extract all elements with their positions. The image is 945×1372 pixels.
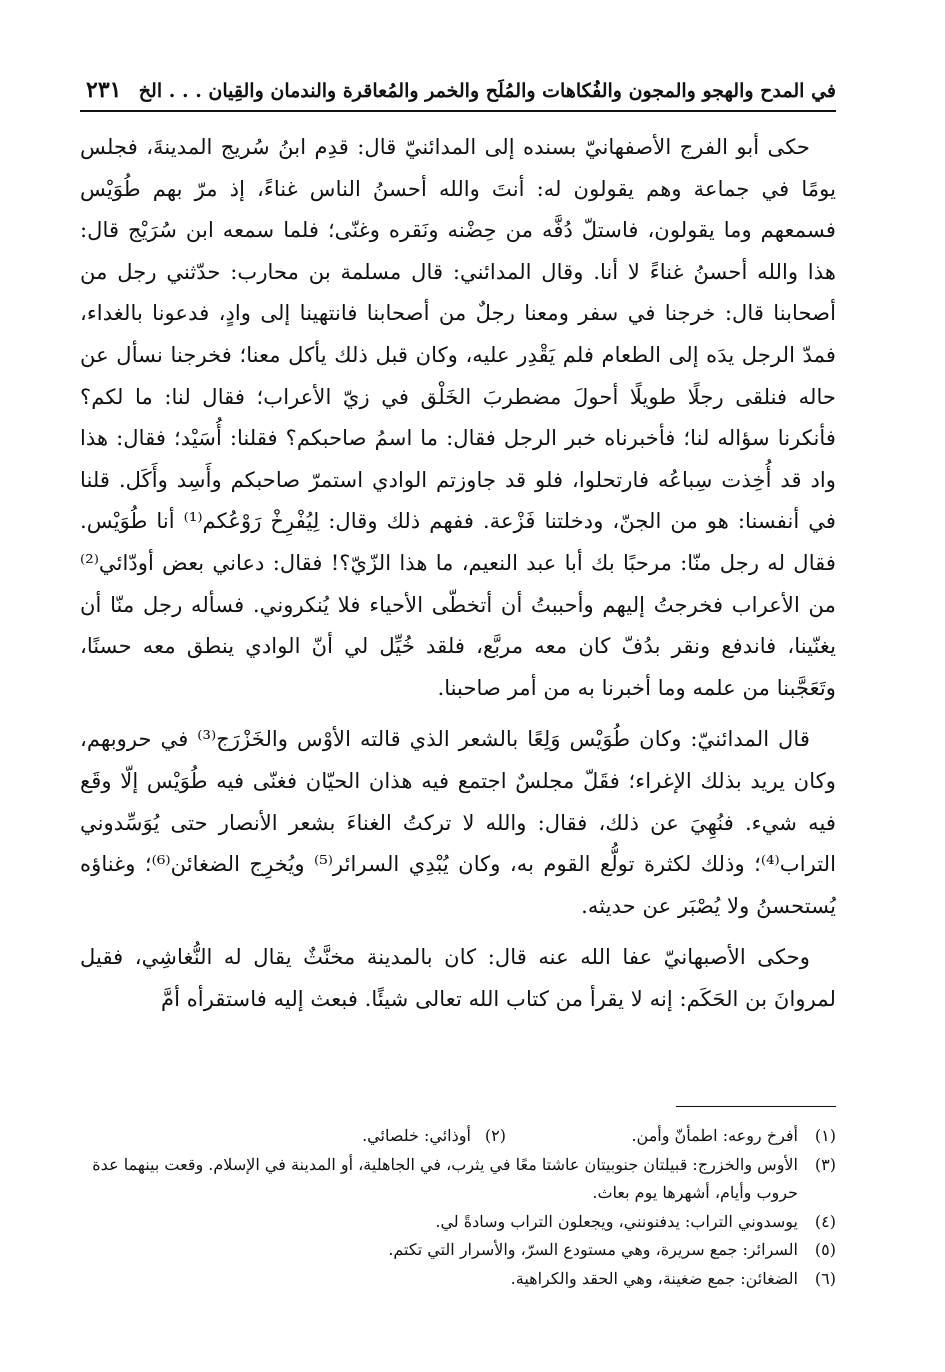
page [80, 70, 836, 1019]
footnote-number: (٢) [484, 1126, 506, 1145]
main-text [80, 126, 836, 1019]
footnote-5 [80, 1236, 836, 1265]
running-title: في المدح والهجو والمجون والفُكاهات والمُلَح والخمر والمُعاقرة والندمان والقِيان . . . الخ [138, 80, 836, 102]
footnote-number: (٦) [814, 1268, 836, 1288]
running-header [80, 70, 836, 112]
footnote-1 [506, 1122, 836, 1151]
footnote-separator [676, 1106, 836, 1107]
footnote-number: (١) [814, 1126, 836, 1145]
footnote-text: يوسدوني التراب: يدفنونني، ويجعلون التراب وسادةً لي. [435, 1211, 798, 1231]
footnote-text: أوذائي: خلصائي. [362, 1126, 471, 1145]
footnote-6 [80, 1265, 836, 1294]
footnote-2 [362, 1122, 506, 1151]
footnote-number: (٣) [814, 1154, 836, 1174]
page-number: ٢٣١ [86, 77, 122, 103]
footnotes [80, 1122, 836, 1293]
footnote-number: (٥) [814, 1240, 836, 1259]
footnote-row [80, 1122, 836, 1151]
paragraph: قال المدائنيّ: وكان طُوَيْس وَلِعًا بالشعر الذي قالته الأوْس والخَزْرَج⁽³⁾ في حروبهم، وكان يريد بذلك الإغراء؛ فقَلّ مجلسٌ اجتمع فيه هذان الحيّان فغنّى فيه طُوَيْس إلّا وقَع فيه شيء. فنُهِيَ عن ذلك، فقال: والله لا تركتُ الغناءَ بشعر الأنصار حتى يُوَسِّدوني التراب⁽⁴⁾؛ وذلك لكثرة تولُّع القوم به، وكان يُبْدِي السرائر⁽⁵⁾ ويُخرِج الضغائن⁽⁶⁾؛ وغناؤه يُستحسنُ ولا يُصْبَر عن حديثه. [80, 726, 837, 918]
footnote-4 [80, 1208, 836, 1237]
footnote-number: (٤) [814, 1211, 836, 1231]
footnote-text: أفرخ روعه: اطمأنّ وأمن. [631, 1126, 798, 1145]
footnote-3 [80, 1151, 836, 1208]
footnote-text: الضغائن: جمع ضغينة، وهي الحقد والكراهية. [510, 1268, 798, 1288]
paragraph: وحكى الأصبهانيّ عفا الله عنه قال: كان بالمدينة مخنَّثٌ يقال له النُّغاشِي، فقيل لمروانَ بن الحَكَم: إنه لا يقرأ من كتاب الله تعالى شيئًا. فبعث إليه فاستقرأه أمَّ [80, 944, 836, 1011]
footnote-text: الأوس والخزرج: قبيلتان جنوبيتان عاشتا معًا في يثرب، في الجاهلية، أو المدينة في الإسلام. وقعت بينهما عدة حروب وأيام، أشهرها يوم بعاث. [92, 1154, 798, 1202]
footnote-text: السرائر: جمع سريرة، وهي مستودع السرّ، والأسرار التي تكتم. [388, 1240, 798, 1259]
paragraph: حكى أبو الفرج الأصفهانيّ بسنده إلى المدائنيّ قال: قدِم ابنُ سُريج المدينةَ، فجلس يومًا في جماعة وهم يقولون له: أنتَ والله أحسنُ الناس غناءً، إذ مرّ بهم طُوَيْس فسمعهم وما يقولون، فاستلّ دُفَّه من حِضْنه ونَقره وغنّى؛ فلما سمعه ابن سُرَيْج قال: هذا والله أحسنُ غناءً لا أنا. وقال المدائني: قال مسلمة بن محارب: حدّثني رجل من أصحابنا قال: خرجنا في سفر ومعنا رجلٌ من أصحابنا فانتهينا إلى وادٍ، فدعونا بالغداء، فمدّ الرجل يدَه إلى الطعام فلم يَقْدِر عليه، وكان قبل ذلك يأكل معنا؛ فخرجنا نسأل عن حاله فنلقى رجلًا طويلًا أحولَ مضطربَ الخَلْق في زيّ الأعراب؛ فقال لنا: ما لكم؟ فأنكرنا سؤاله لنا؛ فأخبرناه خبر الرجل فقال: ما اسمُ صاحبكم؟ فقلنا: أُسَيْد؛ فقال: هذا واد قد أُخِذت سِباعُه فارتحلوا، فلو قد جاوزتم الوادي استمرّ صاحبكم وأَسِد وأَكَل. قلنا في أنفسنا: هو من الجنّ، ودخلتنا فَزْعة. ففهم ذلك وقال: لِيُفْرِخْ رَوْعُكم⁽¹⁾ أنا طُوَيْس. فقال له رجل منّا: مرحبًا بك أبا عبد النعيم، ما هذا الزّيّ؟! فقال: دعاني بعض أودّائي⁽²⁾ من الأعراب فخرجتُ إليهم وأحببتُ أن أتخطّى الأحياء فلا يُنكروني. فسأله رجل منّا أن يغنّينا، فاندفع ونقر بدُفّ كان معه مربَّع، فلقد خُيِّل لي أنّ الوادي ينطق معه حسنًا، وتَعَجَّبنا من علمه وما أخبرنا به من أمر صاحبنا. [80, 134, 836, 700]
